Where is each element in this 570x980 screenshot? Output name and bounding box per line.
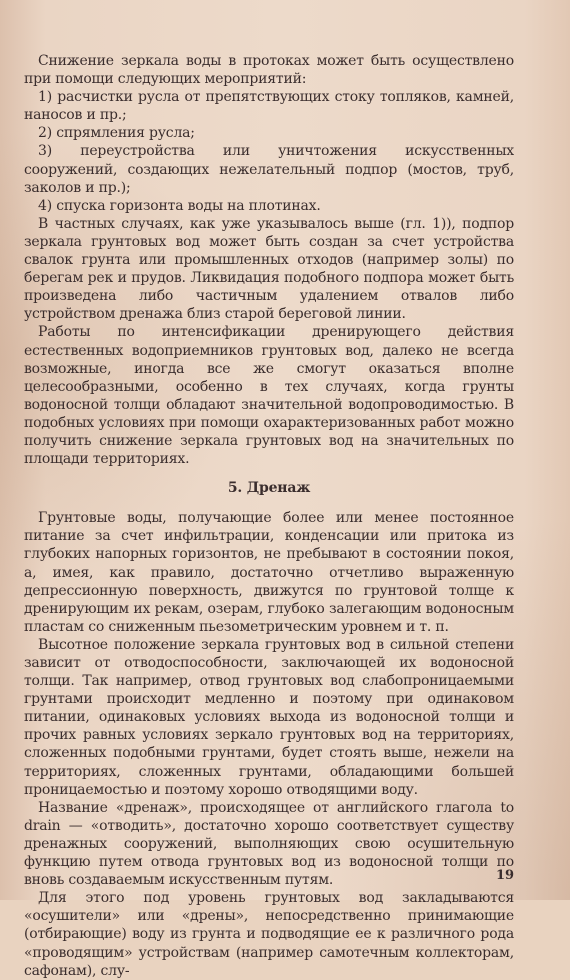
list-item: 1) расчистки русла от препятствующих стоку топляков, камней, наносов и пр.; xyxy=(24,89,514,124)
page-number: 19 xyxy=(496,868,515,883)
paragraph: Работы по интенсификации дренирующего действия естественных водоприемников грунтовых вод, далеко не всегда возможные, иногда все же смогут оказаться вполне целесообразными, особенно в тех случаях, когда грунты водоносной толщи обладают значительной водопроводимостью. В подобных условиях при помощи охарактеризованных работ можно получить снижение зеркала грунтовых вод на значительных по площади территориях. xyxy=(24,324,514,468)
paragraph: Грунтовые воды, получающие более или менее постоянное питание за счет инфильтрации, конденсации или притока из глубоких напорных горизонтов, не пребывают в состоянии покоя, а, имея, как правило, достаточно отчетливо выраженную депрессионную поверхность, движутся по грунтовой толще к дренирующим их рекам, озерам, глубоко залегающим водоносным пластам со сниженным пьезометрическим уровнем и т. п. xyxy=(24,510,514,635)
paragraph: Для этого под уровень грунтовых вод закладываются «осушители» или «дрены», непосредственно принимающие (отбирающие) воду из грунта и подводящие ее к различного рода «проводящим» устройствам (например самотечным коллекторам, сафонам), слу- xyxy=(24,890,514,979)
list-item: 3) переустройства или уничтожения искусственных сооружений, создающих нежелательный подпор (мостов, труб, заколов и пр.); xyxy=(24,143,514,196)
list-item: 2) спрямления русла; xyxy=(38,125,195,142)
paragraph: В частных случаях, как уже указывалось выше (гл. 1)), подпор зеркала грунтовых вод может быть создан за счет устройства свалок грунта или промышленных отходов (например золы) по берегам рек и прудов. Ликвидация подобного подпора может быть произведена либо частичным удалением отвалов либо устройством дренажа близ старой береговой линии. xyxy=(24,215,514,323)
paragraph: Высотное положение зеркала грунтовых вод в сильной степени зависит от отводоспособности, заключающей их водоносной толщи. Так например, отвод грунтовых вод слабопроницаемыми грунтами происходит медленно и поэтому при одинаковом питании, одинаковых условиях выхода из водоносной толщи и прочих равных условиях зеркало грунтовых вод на территориях, сложенных подобными грунтами, будет стоять выше, нежели на территориях, сложенных грунтами, обладающими большей проницаемостью и поэтому хорошо отводящими воду. xyxy=(24,636,514,798)
paragraph: Снижение зеркала воды в протоках может быть осуществлено при помощи следующих мероприятий: xyxy=(24,53,514,88)
list-item: 4) спуска горизонта воды на плотинах. xyxy=(38,197,321,214)
paragraph: Название «дренаж», происходящее от английского глагола to drain — «отводить», достаточно хорошо соответствует существу дренажных сооружений, выполняющих свою осушительную функцию путем отвода грунтовых вод из водоносной толщи по вновь создаваемым искусственным путям. xyxy=(24,799,514,889)
body-text xyxy=(24,52,514,980)
section-heading: 5. Дренаж xyxy=(227,480,311,497)
